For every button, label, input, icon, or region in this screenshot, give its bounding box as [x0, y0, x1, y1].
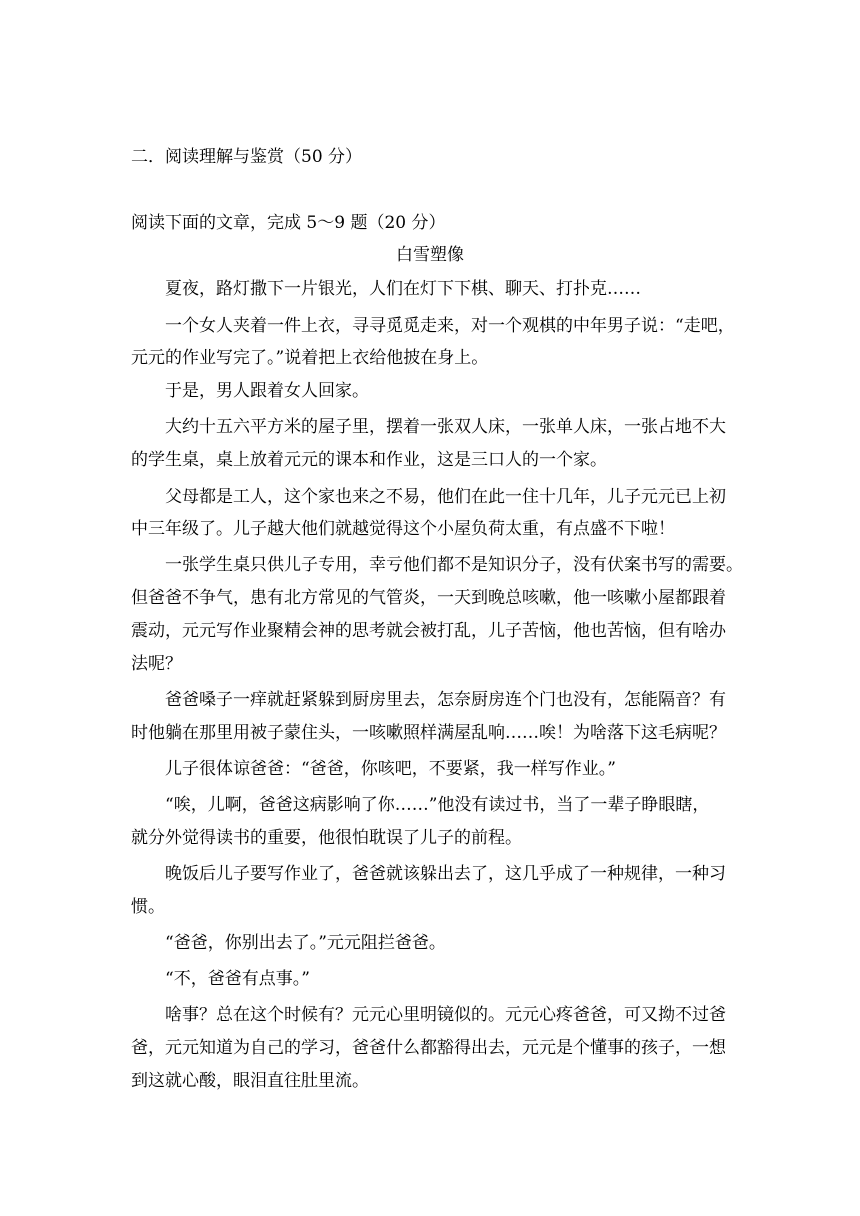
body-line: 惯。	[131, 897, 165, 917]
body-line: 夏夜，路灯撒下一片银光，人们在灯下下棋、聊天、打扑克……	[131, 279, 641, 299]
reading-instruction: 阅读下面的文章，完成 5～9 题（20 分）	[131, 213, 446, 233]
body-line: “爸爸，你别出去了。”元元阻拦爸爸。	[131, 933, 446, 953]
body-line: 时他躺在那里用被子蒙住头，一咳嗽照样满屋乱响……唉！为啥落下这毛病呢？	[131, 723, 726, 743]
body-line: 法呢？	[131, 654, 182, 674]
body-line: 震动，元元写作业聚精会神的思考就会被打乱，儿子苦恼，他也苦恼，但有啥办	[131, 621, 726, 641]
body-line: 啥事？总在这个时候有？元元心里明镜似的。元元心疼爸爸，可又拗不过爸	[131, 1005, 726, 1025]
body-line: 到这就心酸，眼泪直往肚里流。	[131, 1071, 369, 1091]
body-line: 但爸爸不争气，患有北方常见的气管炎，一天到晚总咳嗽，他一咳嗽小屋都跟着	[131, 588, 726, 608]
body-line: 一张学生桌只供儿子专用，幸亏他们都不是知识分子，没有伏案书写的需要。	[131, 555, 743, 575]
body-line: 于是，男人跟着女人回家。	[131, 381, 369, 401]
body-line: 晚饭后儿子要写作业了，爸爸就该躲出去了，这几乎成了一种规律，一种习	[131, 864, 726, 884]
body-line: 父母都是工人，这个家也来之不易，他们在此一住十几年，儿子元元已上初	[131, 487, 726, 507]
article-title: 白雪塑像	[396, 245, 464, 265]
body-line: 中三年级了。儿子越大他们就越觉得这个小屋负荷太重，有点盛不下啦！	[131, 519, 675, 539]
body-line: 一个女人夹着一件上衣，寻寻觅觅走来，对一个观棋的中年男子说：“走吧，	[131, 316, 735, 336]
body-line: “不，爸爸有点事。”	[131, 969, 310, 989]
body-line: 爸爸嗓子一痒就赶紧躲到厨房里去，怎奈厨房连个门也没有，怎能隔音？有	[131, 690, 726, 710]
body-line: 元元的作业写完了。”说着把上衣给他披在身上。	[131, 348, 489, 368]
body-line: “唉，儿啊，爸爸这病影响了你……”他没有读过书，当了一辈子睁眼瞎，	[131, 795, 710, 815]
body-line: 的学生桌，桌上放着元元的课本和作业，这是三口人的一个家。	[131, 450, 607, 470]
body-line: 爸，元元知道为自己的学习，爸爸什么都豁得出去，元元是个懂事的孩子，一想	[131, 1038, 726, 1058]
section-heading: 二．阅读理解与鉴赏（50 分）	[131, 147, 363, 167]
body-line: 儿子很体谅爸爸：“爸爸，你咳吧，不要紧，我一样写作业。”	[131, 759, 616, 779]
body-line: 大约十五六平方米的屋子里，摆着一张双人床，一张单人床，一张占地不大	[131, 417, 726, 437]
body-line: 就分外觉得读书的重要，他很怕耽误了儿子的前程。	[131, 828, 522, 848]
